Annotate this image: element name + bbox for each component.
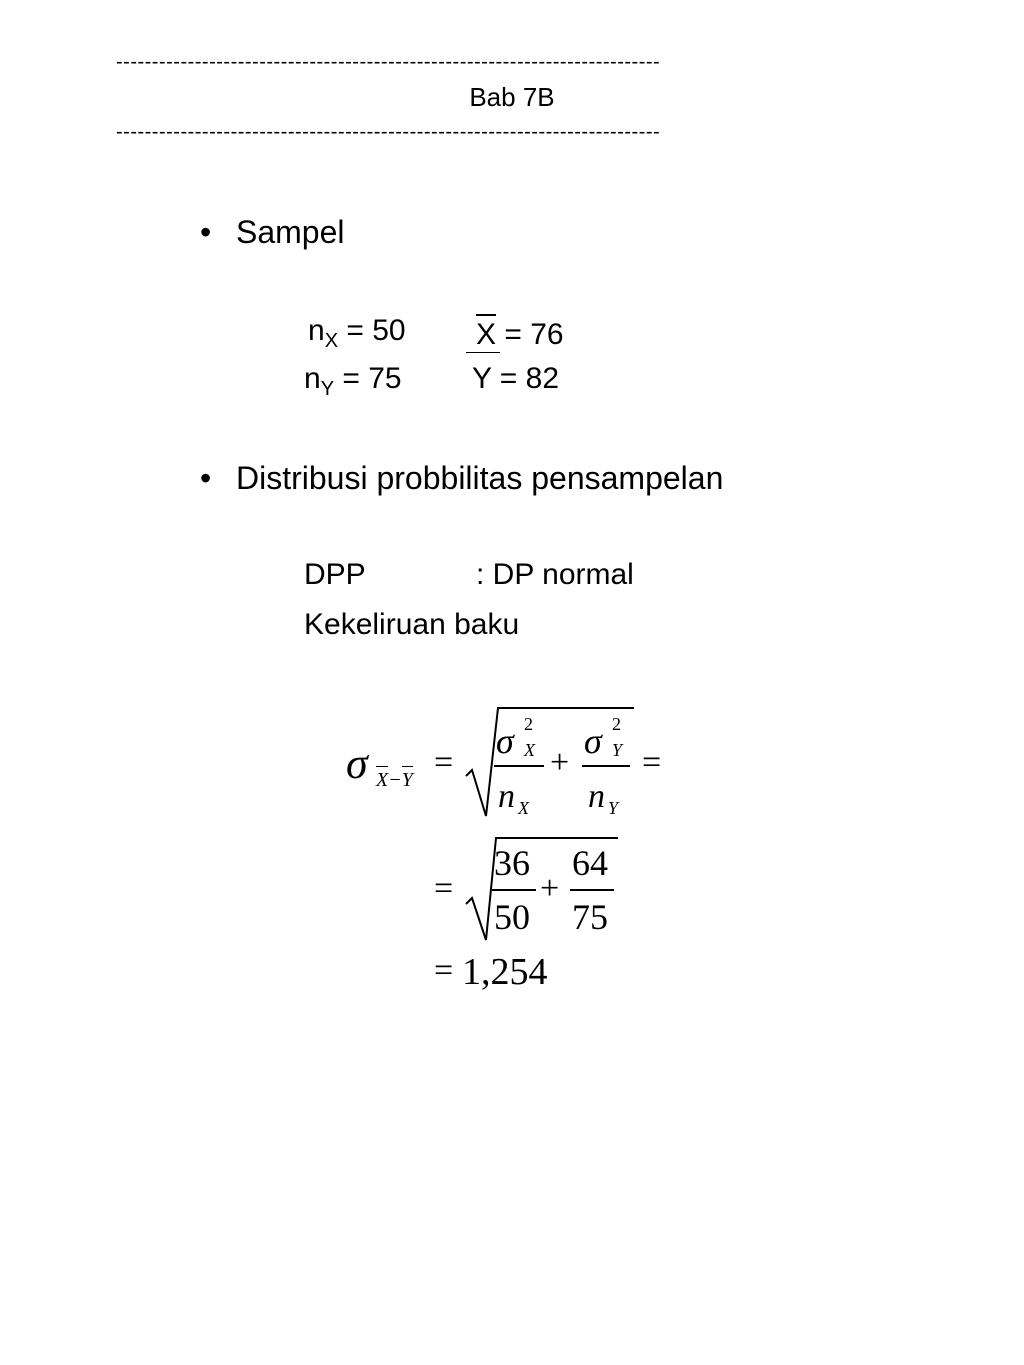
frac4-den: 75: [572, 897, 608, 937]
formula-sigma: σ: [346, 739, 368, 788]
formula-equals-4: =: [434, 952, 454, 989]
formula-result: 1,254: [462, 951, 548, 993]
bullet-icon: •: [200, 214, 212, 250]
ybar-value: = 82: [491, 362, 560, 395]
frac4-line: [570, 889, 614, 891]
formula-plus-1: +: [550, 744, 570, 781]
nx-sub: X: [324, 330, 339, 352]
bullet-sampel: [200, 214, 345, 251]
frac4-num: 64: [572, 843, 608, 883]
ny-line: [304, 362, 402, 400]
frac2-num-sup: 2: [612, 714, 621, 734]
formula-equals-2: =: [642, 744, 662, 781]
kekeliruan-label: Kekeliruan baku: [304, 608, 520, 641]
frac2-den-n: n: [588, 778, 605, 815]
xbar-value: = 76: [496, 318, 564, 351]
frac1-den-sub: X: [518, 798, 529, 818]
ybar-overline: [466, 352, 500, 353]
nx-n: n: [308, 314, 325, 347]
nx-value: = 50: [338, 314, 406, 347]
frac1-den-n: n: [498, 778, 515, 815]
frac2-num-sub: Y: [612, 740, 623, 760]
dpp-label: DPP: [304, 558, 366, 591]
nx-line: [308, 314, 406, 352]
distribusi-label: Distribusi probbilitas pensampelan: [236, 460, 724, 496]
sub-xbar: X: [376, 766, 388, 792]
ny-value: = 75: [334, 362, 402, 395]
ny-n: n: [304, 362, 321, 395]
frac2-den-sub: Y: [608, 798, 619, 818]
sub-ybar: Y: [402, 766, 413, 792]
formula-plus-2: +: [540, 870, 560, 907]
frac2-num-sigma: σ: [584, 721, 602, 761]
formula-equals-3: =: [434, 870, 454, 907]
formula-equals-1: =: [434, 744, 454, 781]
bullet-distribusi: [200, 460, 723, 497]
ybar-var: Y: [472, 362, 492, 395]
dpp-value: : DP normal: [476, 558, 634, 591]
frac2-line: [582, 765, 630, 767]
header-divider-top: ----------------------------------------------------------------------------: [116, 51, 661, 73]
frac3-num: 36: [494, 843, 530, 883]
xbar-line: [476, 314, 564, 352]
frac1-num-sub: X: [524, 740, 535, 760]
frac3-den: 50: [494, 897, 530, 937]
frac1-num-sup: 2: [524, 714, 533, 734]
header-divider-bottom: ----------------------------------------------------------------------------: [116, 121, 661, 143]
xbar-var: X: [476, 314, 496, 352]
frac1-line: [494, 765, 544, 767]
sampel-label: Sampel: [236, 214, 345, 250]
formula-subscript: [376, 766, 413, 792]
sub-minus: −: [388, 769, 402, 791]
chapter-title: Bab 7B: [469, 82, 555, 112]
frac1-num-sigma: σ: [496, 721, 514, 761]
ny-sub: Y: [320, 378, 335, 400]
bullet-icon: •: [200, 460, 212, 496]
ybar-line: [472, 362, 559, 396]
frac3-line: [492, 889, 536, 891]
